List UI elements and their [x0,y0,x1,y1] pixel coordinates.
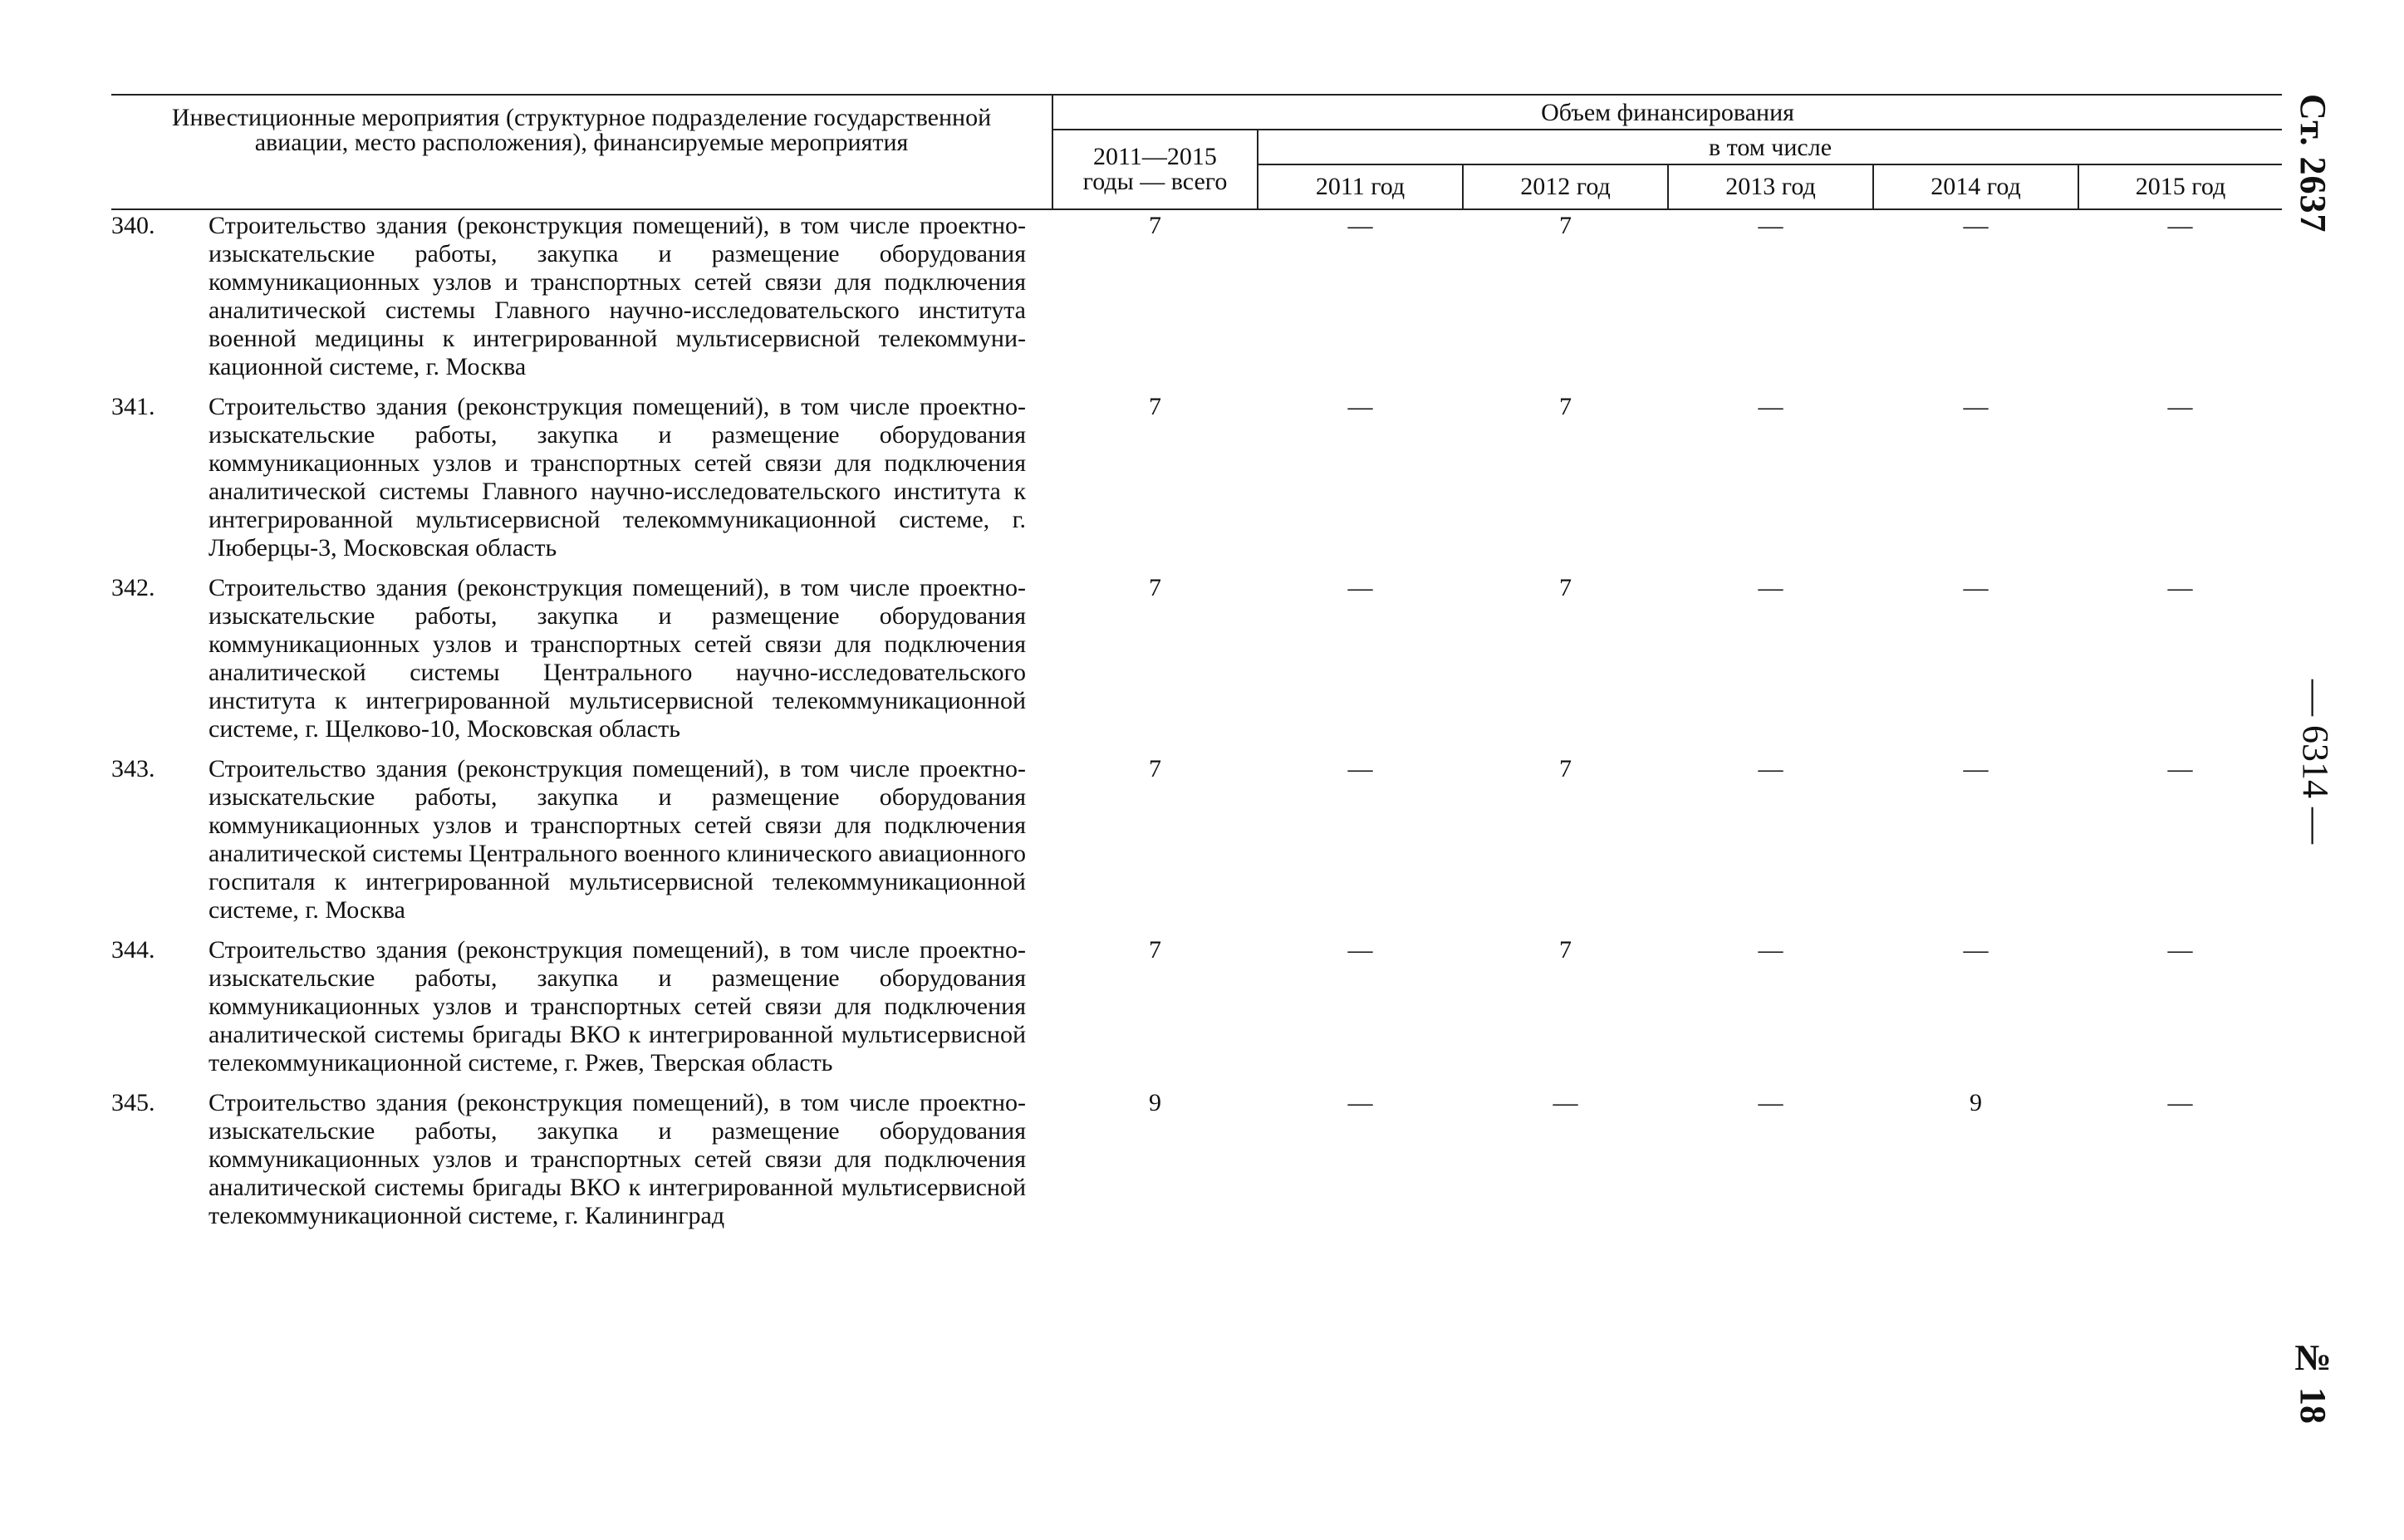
row-number: 343. [111,755,155,782]
row-total: 9 [1149,1089,1161,1116]
row-2013: — [1758,574,1783,601]
issue-number: № 18 [2293,1337,2333,1424]
row-number: 342. [111,574,155,601]
row-2013: — [1758,212,1783,239]
row-2012: 7 [1559,936,1572,964]
row-2015: — [2167,936,2193,964]
financing-table [111,94,2282,1240]
row-total: 7 [1149,393,1161,420]
row-2015: — [2167,574,2193,601]
row-description: Строительство здания (реконструкция помещений), в том числе проектно-изыскательские работы, закупка и размещение оборудования коммуникационных узлов и транспортных сетей связи для подключения аналитической системы Главного научно-исследовательского института к интегрированной мультисервисной телекоммуникационной системе, г. Люберцы-3, Московская область [209,393,1026,562]
row-2014: 9 [1970,1089,1982,1116]
header-total: 2011—2015 годы — всего [1052,130,1258,209]
table-row [111,753,2282,934]
table-row [111,934,2282,1087]
row-2011: — [1347,574,1373,601]
row-2011: — [1347,212,1373,239]
row-total: 7 [1149,936,1161,964]
header-year-2012: 2012 год [1463,164,1668,209]
row-2011: — [1347,936,1373,964]
row-description: Строительство здания (реконструкция помещений), в том числе проектно-изыскательские работы, закупка и размещение оборудования коммуникационных узлов и транспортных сетей связи для подключения аналитической системы бригады ВКО к интегрированной мультисервисной телекоммуникационной системе, г. Калининград [209,1089,1026,1229]
row-2012: 7 [1559,212,1572,239]
header-funding: Объем финансирования [1052,95,2282,130]
row-2014: — [1963,574,1989,601]
row-2014: — [1963,936,1989,964]
row-description: Строительство здания (реконструкция помещений), в том числе проектно-изыскательские работы, закупка и размещение оборудования коммуникационных узлов и транспортных сетей связи для подключения аналитической системы бригады ВКО к интегрированной мультисервисной телекоммуникационной системе, г. Ржев, Тверская область [209,936,1026,1077]
header-year-2013: 2013 год [1668,164,1873,209]
row-total: 7 [1149,212,1161,239]
row-description: Строительство здания (реконструкция помещений), в том числе проектно-изыскательские работы, закупка и размещение оборудования коммуникационных узлов и транспортных сетей связи для подключения аналитической системы Центрального военного клинического авиационного госпиталя к интегрированной мультисервисной телекоммуникационной системе, г. Москва [209,755,1026,924]
row-2011: — [1347,1089,1373,1116]
row-2014: — [1963,212,1989,239]
row-2013: — [1758,1089,1783,1116]
row-2013: — [1758,393,1783,420]
row-description: Строительство здания (реконструкция помещений), в том числе проектно-изыскательские работы, закупка и размещение оборудования коммуникационных узлов и транспортных сетей связи для подключения аналитической системы Главного научно-исследовательского института военной медицины к интегрированной мультисервисной телекоммуникационной системе, г. Москва [209,212,1026,380]
row-number: 345. [111,1089,155,1116]
row-2015: — [2167,393,2193,420]
row-2012: — [1553,1089,1578,1116]
header-year-2015: 2015 год [2078,164,2282,209]
row-2013: — [1758,936,1783,964]
row-2012: 7 [1559,574,1572,601]
row-2015: — [2167,755,2193,782]
row-2011: — [1347,393,1373,420]
row-2015: — [2167,1089,2193,1116]
table-row [111,209,2282,391]
table-row [111,572,2282,753]
row-2013: — [1758,755,1783,782]
row-2012: 7 [1559,755,1572,782]
row-number: 340. [111,212,155,239]
row-total: 7 [1149,755,1161,782]
row-2014: — [1963,393,1989,420]
row-2014: — [1963,755,1989,782]
row-2015: — [2167,212,2193,239]
header-year-2014: 2014 год [1873,164,2078,209]
page-number: — 6314 — [2295,679,2336,844]
row-2011: — [1347,755,1373,782]
row-number: 341. [111,393,155,420]
header-year-2011: 2011 год [1258,164,1463,209]
header-including: в том числе [1258,130,2282,164]
header-description: Инвестиционные мероприятия (структурное подразделение государственной авиации, место расположения), финансируемые мероприятия [111,95,1052,209]
page-label: Ст. 2637 [2293,94,2333,233]
table-row [111,391,2282,572]
row-2012: 7 [1559,393,1572,420]
row-description: Строительство здания (реконструкция помещений), в том числе проектно-изыскательские работы, закупка и размещение оборудования коммуникационных узлов и транспортных сетей связи для подключения аналитической системы Центрального научно-исследовательского института к интегрированной мультисервисной телекоммуникационной системе, г. Щелково-10, Московская область [209,574,1026,743]
row-number: 344. [111,936,155,964]
table-row [111,1087,2282,1240]
row-total: 7 [1149,574,1161,601]
